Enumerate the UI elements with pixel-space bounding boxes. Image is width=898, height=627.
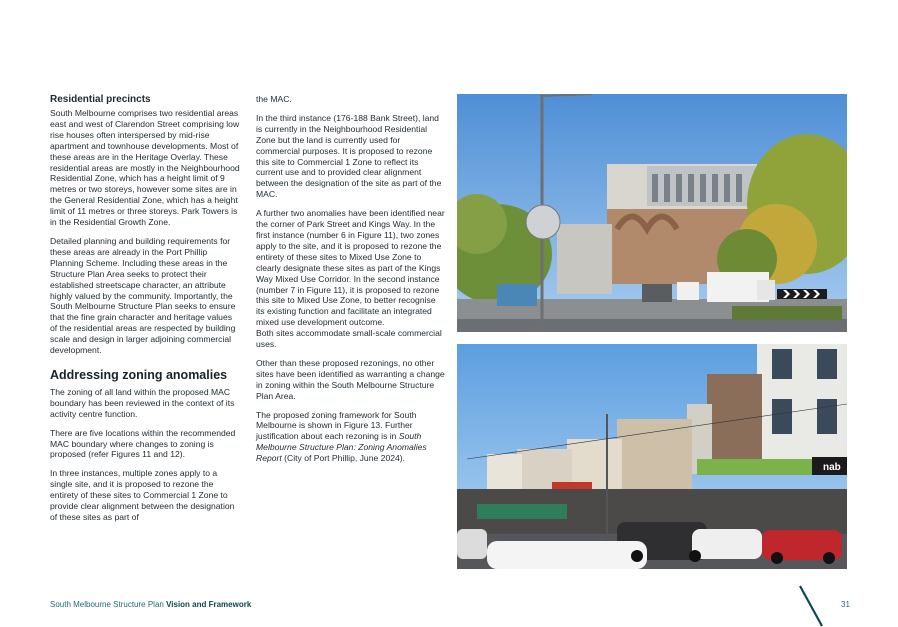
photo-shopping-street [457, 344, 847, 569]
photo-street-intersection [457, 94, 847, 332]
paragraph: Other than these proposed rezonings, no other sites have been identified as warranting a change in zoning within the South Melbourne Structure Plan Area. [256, 357, 445, 401]
text-column-middle [256, 94, 446, 472]
heading-residential-precincts: Residential precincts [50, 94, 151, 105]
paragraph-text: The proposed zoning framework for South Melbourne is shown in Figure 13. Further justification about each rezoning is in [256, 409, 417, 442]
paragraph: Both sites accommodate small-scale commercial uses. [256, 328, 442, 350]
paragraph: There are five locations within the recommended MAC boundary where changes to zoning is proposed (refer Figures 11 and 12). [50, 427, 236, 460]
paragraph-zoning-framework [256, 410, 446, 465]
nab-sign: nab [823, 462, 841, 473]
paragraph-text: (City of Port Phillip, June 2024). [281, 453, 406, 464]
report-title: South Melbourne Structure Plan: Zoning Anomalies Report [256, 431, 427, 464]
page-number: 31 [841, 600, 850, 609]
heading-addressing-zoning-anomalies: Addressing zoning anomalies [50, 367, 228, 382]
accent-slash-icon [790, 584, 830, 627]
paragraph: the MAC. [256, 94, 292, 104]
paragraph: In the third instance (176-188 Bank Street), land is currently in the Neighbourhood Residential Zone but the land is currently used for commercial purposes. It is proposed to rezone this site to Commercial 1 Zone to reflect its current use and to provided clear alignment between the designation of the site as part of the MAC. [256, 112, 442, 200]
footer-section: Vision and Framework [166, 600, 252, 609]
paragraph: The zoning of all land within the proposed MAC boundary has been reviewed in the context of its activity centre function. [50, 386, 235, 419]
paragraph: South Melbourne comprises two residential areas east and west of Clarendon Street comprising low rise houses often interspersed by mid-rise apartment and townhouse developments. Most of these areas are in the Heritage Overlay. These residential areas are mostly in the Neighbourhood Residential Zone, which has a height limit of 9 metres or two storeys, however some sites are in the General Residential Zone, which has a height limit of 11 metres or three storeys. Park Towers is in the Residential Growth Zone. [50, 108, 240, 228]
footer-document-title [50, 600, 251, 609]
paragraph: In three instances, multiple zones apply to a single site, and it is proposed to rezone the entirety of these sites to Commercial 1 Zone to provide clear alignment between the designation of these sites as part of [50, 468, 235, 522]
footer-title: South Melbourne Structure Plan [50, 600, 167, 609]
paragraph: Detailed planning and building requirements for these areas are already in the Port Phillip Planning Scheme. Including these areas in the Structure Plan Area seeks to protect their established streetscape character, an attribute highly valued by the community. Importantly, the South Melbourne Structure Plan seeks to ensure that the fine grain character and heritage values of the residential areas are respected by building scale and design in larger adjoining commercial development. [50, 235, 236, 356]
text-column-left [50, 94, 240, 531]
paragraph: A further two anomalies have been identified near the corner of Park Street and Kings Way. In the first instance (number 6 in Figure 11), two zones apply to the site, and it is proposed to rezone the entirety of these sites to Mixed Use Zone to clearly designate these sites as part of the Kings Way Mixed Use Corridor. In the second instance (number 7 in Figure 11), it is proposed to rezone this site to Mixed Use Zone, to better recognise its existing function and facilitate an integrated mixed use development outcome. [256, 208, 445, 328]
